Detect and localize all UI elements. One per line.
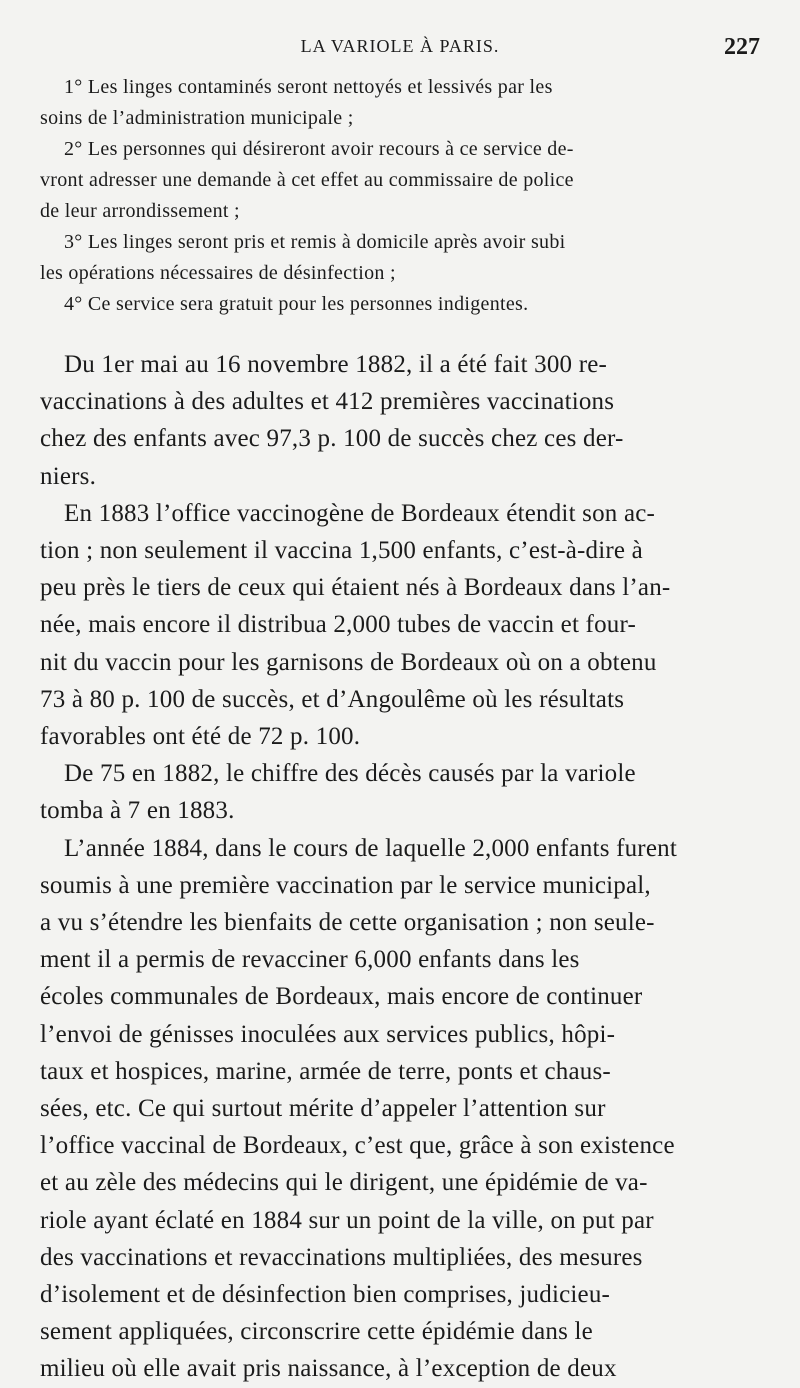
regulation-list: [40, 72, 760, 320]
text-line: 73 à 80 p. 100 de succès, et d’Angoulême où les résultats: [40, 685, 625, 713]
text-line: niers.: [40, 462, 97, 490]
text-line: chez des enfants avec 97,3 p. 100 de succès chez ces der-: [40, 425, 624, 453]
text-line: tomba à 7 en 1883.: [40, 797, 235, 825]
text-line: soumis à une première vaccination par le service municipal,: [40, 871, 651, 899]
text-line: 4° Ce service sera gratuit pour les personnes indigentes.: [64, 293, 529, 315]
text-line: des vaccinations et revaccinations multipliées, des mesures: [40, 1243, 643, 1271]
text-line: vaccinations à des adultes et 412 premières vaccinations: [40, 388, 615, 416]
text-line: milieu où elle avait pris naissance, à l’exception de deux: [40, 1355, 617, 1383]
text-line: les opérations nécessaires de désinfection ;: [40, 262, 396, 284]
text-line: 3° Les linges seront pris et remis à domicile après avoir subi: [64, 231, 566, 253]
text-line: nit du vaccin pour les garnisons de Bordeaux où on a obtenu: [40, 648, 657, 676]
text-line: sement appliquées, circonscrire cette épidémie dans le: [40, 1318, 593, 1346]
text-line: née, mais encore il distribua 2,000 tubes de vaccin et four-: [40, 611, 637, 639]
page-number: 227: [724, 34, 760, 60]
text-line: favorables ont été de 72 p. 100.: [40, 723, 361, 751]
text-line: sées, etc. Ce qui surtout mérite d’appeler l’attention sur: [40, 1095, 606, 1123]
text-line: taux et hospices, marine, armée de terre, ponts et chaus-: [40, 1057, 611, 1085]
text-line: 1° Les linges contaminés seront nettoyés et lessivés par les: [64, 76, 553, 98]
text-line: ment il a permis de revacciner 6,000 enfants dans les: [40, 946, 580, 974]
text-line: d’isolement et de désinfection bien comprises, judicieu-: [40, 1281, 611, 1309]
text-line: Du 1er mai au 16 novembre 1882, il a été fait 300 re-: [64, 351, 608, 378]
text-line: riole ayant éclaté en 1884 sur un point de la ville, on put par: [40, 1206, 654, 1234]
text-line: tion ; non seulement il vaccina 1,500 enfants, c’est-à-dire à: [40, 537, 643, 565]
text-line: écoles communales de Bordeaux, mais encore de continuer: [40, 983, 643, 1011]
text-line: et au zèle des médecins qui le dirigent, une épidémie de va-: [40, 1169, 648, 1197]
text-line: l’envoi de génisses inoculées aux services publics, hôpi-: [40, 1020, 616, 1048]
text-line: 2° Les personnes qui désireront avoir recours à ce service de-: [64, 138, 574, 160]
text-line: de leur arrondissement ;: [40, 200, 240, 222]
text-line: vront adresser une demande à cet effet au commissaire de police: [40, 169, 574, 191]
text-line: a vu s’étendre les bienfaits de cette organisation ; non seule-: [40, 909, 655, 937]
main-text: [40, 346, 760, 1388]
text-line: l’office vaccinal de Bordeaux, c’est que, grâce à son existence: [40, 1132, 675, 1160]
text-line: En 1883 l’office vaccinogène de Bordeaux étendit son ac-: [64, 499, 656, 527]
text-line: De 75 en 1882, le chiffre des décès causés par la variole: [64, 760, 636, 788]
text-line: soins de l’administration municipale ;: [40, 107, 354, 129]
page-header: [40, 36, 760, 66]
text-line: peu près le tiers de ceux qui étaient nés à Bordeaux dans l’an-: [40, 574, 671, 602]
text-line: L’année 1884, dans le cours de laquelle 2,000 enfants furent: [64, 834, 677, 862]
running-title: LA VARIOLE À PARIS.: [300, 36, 500, 56]
